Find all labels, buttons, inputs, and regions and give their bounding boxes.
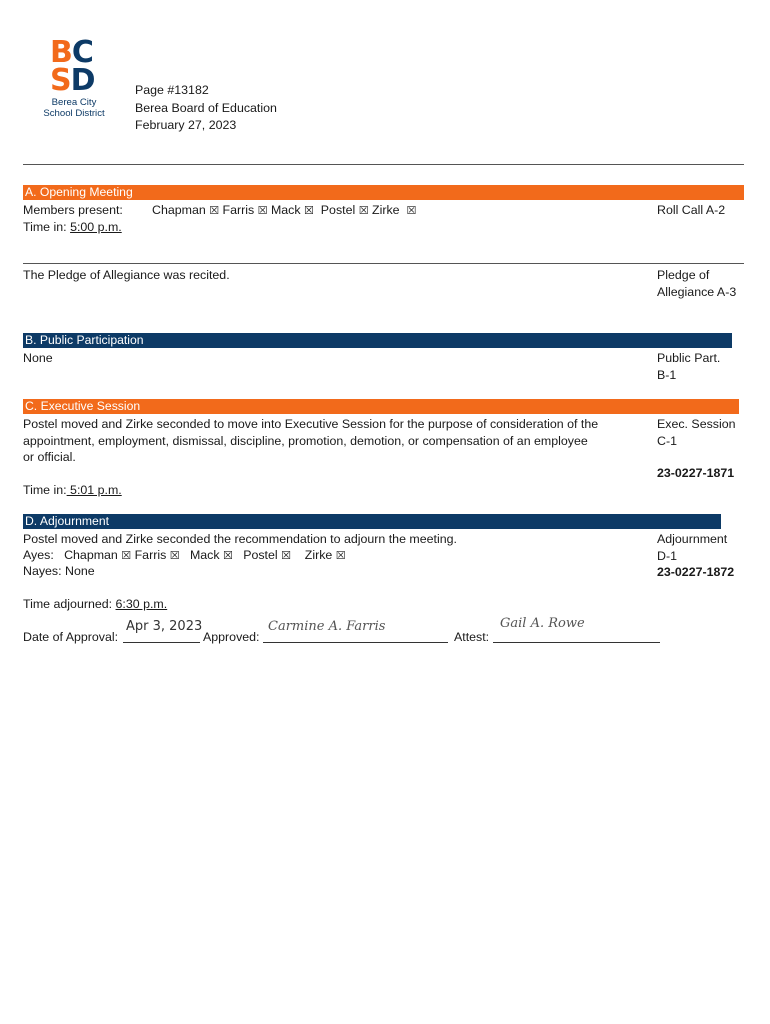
resolution-number-c: 23-0227-1871 bbox=[657, 466, 735, 480]
pledge-text: The Pledge of Allegiance was recited. bbox=[23, 268, 230, 282]
time-adjourned: Time adjourned: 6:30 p.m. bbox=[23, 597, 168, 611]
exec-session-ref: Exec. Session C-1 bbox=[657, 417, 736, 448]
district-logo bbox=[36, 35, 116, 122]
date-of-approval-label: Date of Approval: bbox=[23, 630, 119, 644]
approval-date: Apr 3, 2023 bbox=[126, 619, 203, 634]
adjournment-motion: Postel moved and Zirke seconded the recommendation to adjourn the meeting. bbox=[23, 532, 457, 546]
logo-monogram-bottom: SD bbox=[50, 63, 95, 98]
attest-line bbox=[493, 642, 660, 643]
attest-label: Attest: bbox=[454, 630, 490, 644]
approved-line bbox=[263, 642, 448, 643]
public-participation-text: None bbox=[23, 351, 53, 365]
time-in-c: Time in: 5:01 p.m. bbox=[23, 483, 122, 497]
document-header bbox=[135, 82, 277, 135]
nayes-line: Nayes: None bbox=[23, 564, 95, 578]
adjournment-ref: Adjournment D-1 23-0227-1872 bbox=[657, 532, 735, 579]
meeting-date: February 27, 2023 bbox=[135, 118, 237, 132]
approved-label: Approved: bbox=[203, 630, 260, 644]
date-line bbox=[123, 642, 200, 643]
public-part-ref: Public Part. B-1 bbox=[657, 351, 721, 382]
members-present-list: Chapman ☒ Farris ☒ Mack ☒ Postel ☒ Zirke ☒ bbox=[152, 203, 417, 217]
ayes-line: Ayes: Chapman ☒ Farris ☒ Mack ☒ Postel ☒ Zirke ☒ bbox=[23, 548, 346, 562]
board-name: Berea Board of Education bbox=[135, 100, 277, 115]
divider bbox=[23, 164, 744, 165]
section-a-header: A. Opening Meeting bbox=[23, 185, 744, 200]
logo-line2: School District bbox=[43, 108, 105, 119]
approved-signature: Carmine A. Farris bbox=[268, 619, 386, 634]
divider bbox=[23, 263, 744, 264]
attest-signature: Gail A. Rowe bbox=[500, 616, 585, 631]
members-label: Members present: bbox=[23, 203, 123, 217]
logo-line1: Berea City bbox=[51, 97, 97, 108]
page-number: Page #13182 bbox=[135, 83, 209, 97]
executive-session-motion: Postel moved and Zirke seconded to move into Executive Session for the purpose of consideration of the appointment, employment, dismissal, discipline, promotion, demotion, or compensation of an employee or official. bbox=[23, 417, 599, 464]
resolution-number-d: 23-0227-1872 bbox=[657, 565, 735, 579]
roll-call-ref: Roll Call A-2 bbox=[657, 203, 726, 217]
logo-monogram-top: BC bbox=[50, 35, 93, 70]
section-b-header: B. Public Participation bbox=[23, 333, 732, 348]
section-c-header: C. Executive Session bbox=[23, 399, 739, 414]
pledge-ref: Pledge of Allegiance A-3 bbox=[657, 268, 737, 299]
section-d-header: D. Adjournment bbox=[23, 514, 721, 529]
time-in-a: Time in: 5:00 p.m. bbox=[23, 220, 122, 234]
